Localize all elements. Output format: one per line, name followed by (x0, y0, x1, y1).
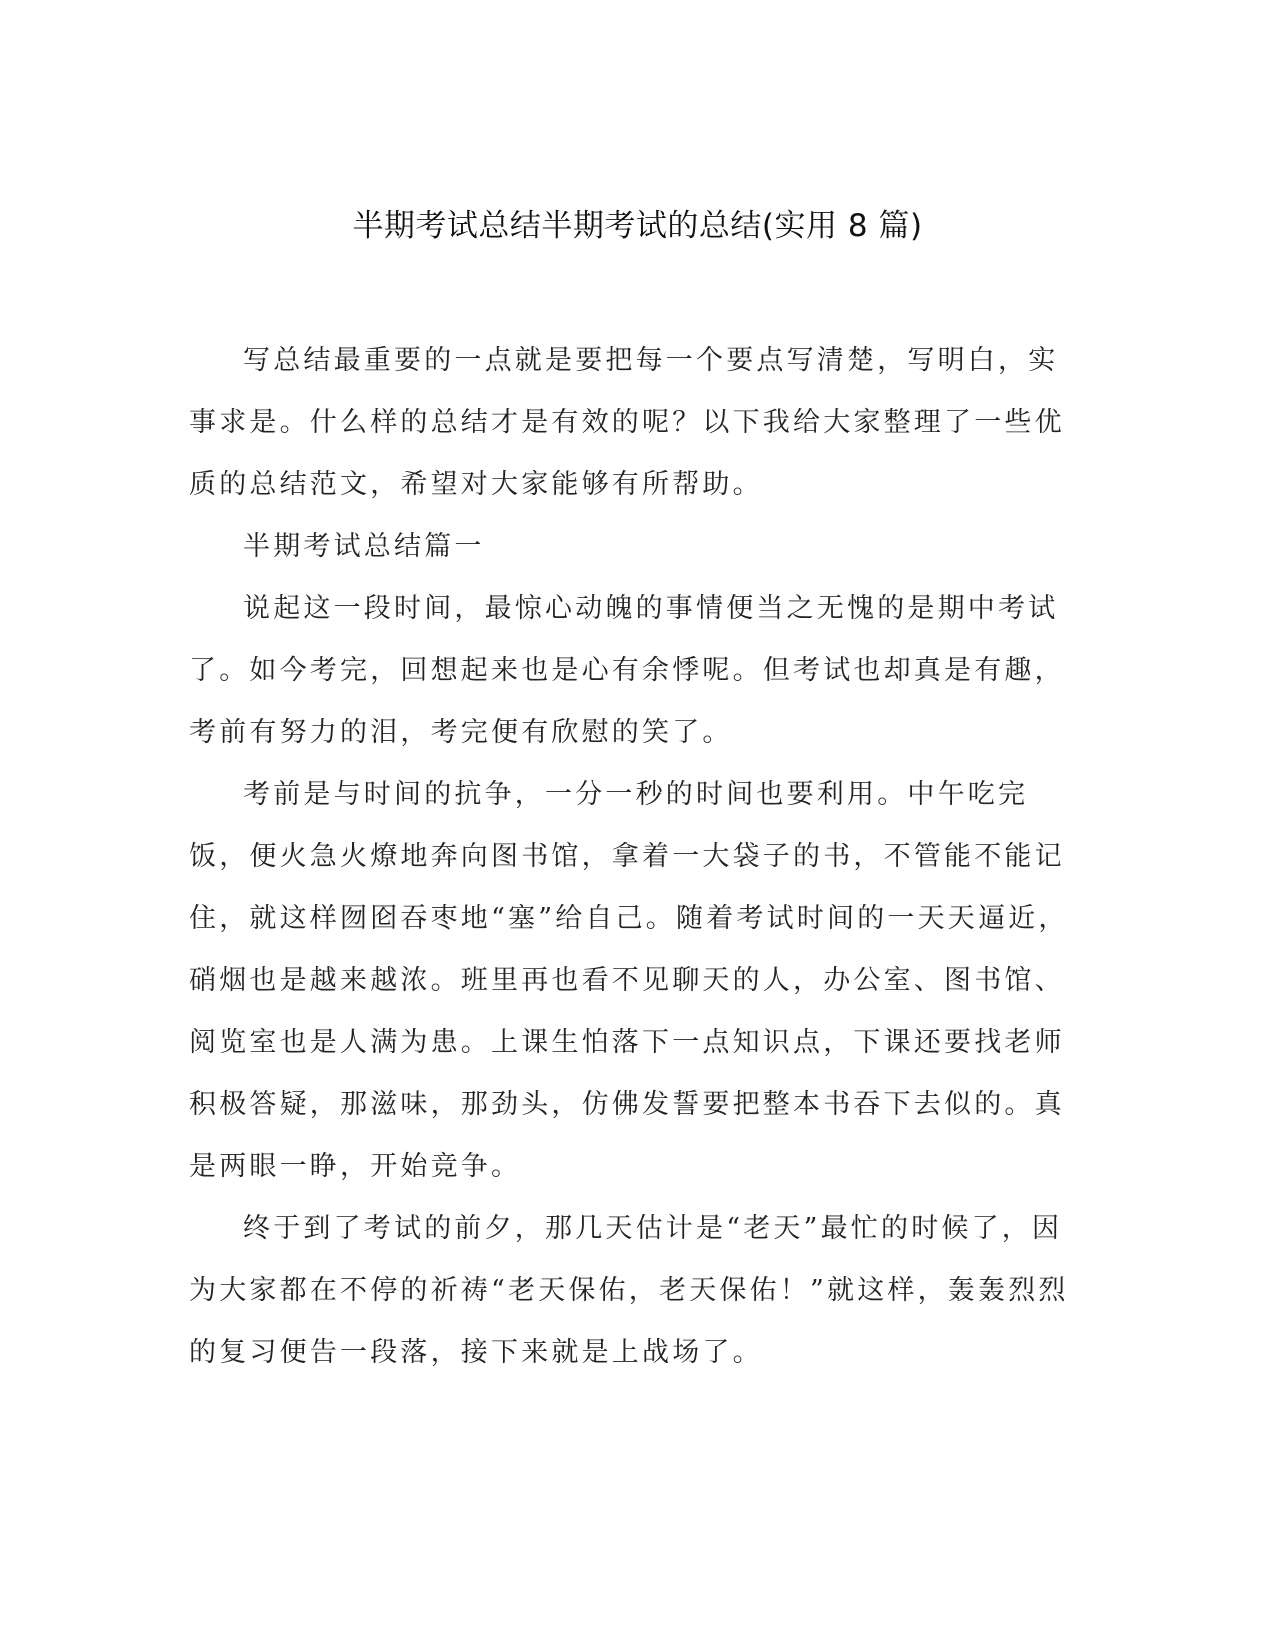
document-body (189, 330, 1074, 1384)
document-title: 半期考试总结半期考试的总结(实用 8 篇) (352, 208, 923, 244)
body-paragraph-3: 终于到了考试的前夕，那几天估计是“老天”最忙的时候了，因为大家都在不停的祈祷“老天保佑，老天保佑！”就这样，轰轰烈烈的复习便告一段落，接下来就是上战场了。 (189, 1213, 1069, 1368)
section-heading: 半期考试总结篇一 (243, 531, 485, 562)
body-paragraph-2: 考前是与时间的抗争，一分一秒的时间也要利用。中午吃完饭，便火急火燎地奔向图书馆，拿着一大袋子的书，不管能不能记住，就这样囫囵吞枣地“塞”给自己。随着考试时间的一天天逼近，硝烟也是越来越浓。班里再也看不见聊天的人，办公室、图书馆、阅览室也是人满为患。上课生怕落下一点知识点，下课还要找老师积极答疑，那滋味，那劲头，仿佛发誓要把整本书吞下去似的。真是两眼一睁，开始竞争。 (189, 779, 1069, 1182)
intro-paragraph: 写总结最重要的一点就是要把每一个要点写清楚，写明白，实事求是。什么样的总结才是有效的呢？以下我给大家整理了一些优质的总结范文，希望对大家能够有所帮助。 (189, 345, 1065, 500)
body-paragraph-1: 说起这一段时间，最惊心动魄的事情便当之无愧的是期中考试了。如今考完，回想起来也是心有余悸呢。但考试也却真是有趣，考前有努力的泪，考完便有欣慰的笑了。 (189, 593, 1065, 748)
